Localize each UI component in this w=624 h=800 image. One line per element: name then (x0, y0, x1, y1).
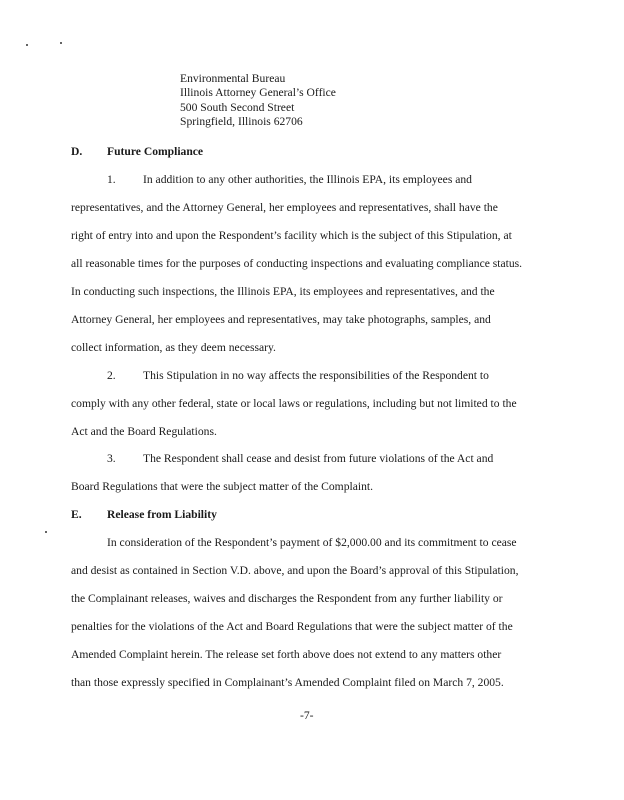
paragraph-number: 3. (107, 452, 116, 465)
paragraph-line: In addition to any other authorities, the Illinois EPA, its employees and (143, 173, 472, 186)
paragraph-line: and desist as contained in Section V.D. above, and upon the Board’s approval of this Stipulation, (71, 564, 519, 577)
paragraph-line: In consideration of the Respondent’s payment of $2,000.00 and its commitment to cease (107, 536, 517, 549)
paragraph-number: 2. (107, 369, 116, 382)
section-e-heading: Release from Liability (107, 508, 217, 521)
paragraph-line: In conducting such inspections, the Illinois EPA, its employees and representatives, and the (71, 285, 495, 298)
section-e-letter: E. (71, 508, 82, 521)
paragraph-line: right of entry into and upon the Respondent’s facility which is the subject of this Stipulation, at (71, 229, 512, 242)
paragraph-line: Attorney General, her employees and representatives, may take photographs, samples, and (71, 313, 491, 326)
section-d-letter: D. (71, 145, 83, 158)
paragraph-line: penalties for the violations of the Act and Board Regulations that were the subject matter of the (71, 620, 513, 633)
section-d-heading: Future Compliance (107, 145, 204, 158)
paragraph-number: 1. (107, 173, 116, 186)
address-line: Springfield, Illinois 62706 (180, 115, 303, 128)
paragraph-line: than those expressly specified in Complainant’s Amended Complaint filed on March 7, 2005. (71, 676, 504, 689)
paragraph-line: comply with any other federal, state or local laws or regulations, including but not limited to the (71, 397, 517, 410)
paragraph-line: representatives, and the Attorney General, her employees and representatives, shall have the (71, 201, 498, 214)
scan-mark (60, 42, 62, 44)
paragraph-line: Act and the Board Regulations. (71, 425, 217, 438)
page-number: -7- (300, 709, 314, 722)
scan-mark (45, 531, 47, 533)
paragraph-line: The Respondent shall cease and desist from future violations of the Act and (143, 452, 494, 465)
paragraph-line: the Complainant releases, waives and discharges the Respondent from any further liability or (71, 592, 503, 605)
address-line: 500 South Second Street (180, 101, 295, 114)
paragraph-line: all reasonable times for the purposes of conducting inspections and evaluating compliance status. (71, 257, 523, 270)
paragraph-line: Board Regulations that were the subject matter of the Complaint. (71, 480, 374, 493)
address-line: Environmental Bureau (180, 72, 286, 85)
scan-mark (26, 44, 28, 46)
paragraph-line: collect information, as they deem necessary. (71, 341, 276, 354)
paragraph-line: Amended Complaint herein. The release set forth above does not extend to any matters other (71, 648, 502, 661)
paragraph-line: This Stipulation in no way affects the responsibilities of the Respondent to (143, 369, 489, 382)
address-line: Illinois Attorney General’s Office (180, 86, 336, 99)
